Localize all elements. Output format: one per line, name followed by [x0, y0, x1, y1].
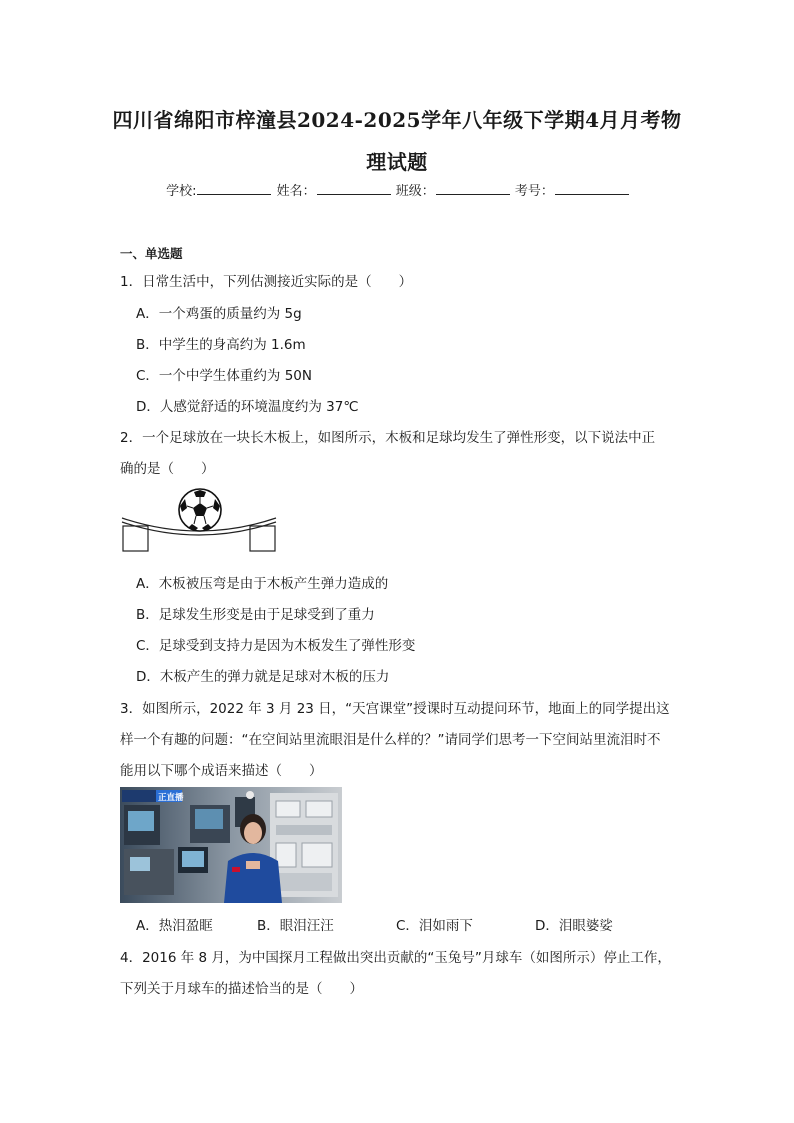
q3-stem-line2: 样一个有趣的问题：“在空间站里流眼泪是什么样的？”请同学们思考一下空间站里流泪时不: [120, 732, 661, 748]
q1-option-a: A．一个鸡蛋的质量约为 5g: [136, 306, 302, 322]
q2-stem-line2: 确的是（ ）: [120, 461, 215, 477]
class-label: 班级：: [395, 184, 435, 199]
q2-option-a: A．木板被压弯是由于木板产生弹力造成的: [136, 576, 389, 592]
exam-no-field[interactable]: [555, 182, 629, 195]
photo-live-badge: 正直播: [158, 793, 184, 803]
name-label: 姓名：: [276, 184, 316, 199]
q4-stem-line2: 下列关于月球车的描述恰当的是（ ）: [120, 981, 363, 997]
football-on-board-figure: [118, 486, 280, 556]
name-field[interactable]: [317, 182, 391, 195]
q3-option-d: D．泪眼婆娑: [535, 918, 613, 934]
q3-stem-line3: 能用以下哪个成语来描述（ ）: [120, 763, 323, 779]
q1-option-c: C．一个中学生体重约为 50N: [136, 368, 312, 384]
q3-option-b: B．眼泪汪汪: [257, 918, 334, 934]
q2-option-d: D．木板产生的弹力就是足球对木板的压力: [136, 669, 390, 685]
q3-option-a: A．热泪盈眶: [136, 918, 213, 934]
q2-stem-line1: 2．一个足球放在一块长木板上，如图所示，木板和足球均发生了弹性形变，以下说法中正: [120, 430, 656, 446]
school-field[interactable]: [197, 182, 271, 195]
q4-stem-line1: 4．2016 年 8 月，为中国探月工程做出突出贡献的“玉兔号”月球车（如图所示）停止工作，: [120, 950, 671, 966]
q1-option-d: D．人感觉舒适的环境温度约为 37℃: [136, 399, 359, 415]
class-field[interactable]: [436, 182, 510, 195]
exam-no-label: 考号：: [514, 184, 554, 199]
q1-option-b: B．中学生的身高约为 1.6m: [136, 337, 306, 353]
school-label: 学校:: [166, 184, 197, 199]
page-title-line2: 理试题: [366, 150, 428, 174]
student-info-row: [0, 180, 794, 199]
space-station-photo: [120, 787, 342, 903]
q3-stem-line1: 3．如图所示，2022 年 3 月 23 日，“天宫课堂”授课时互动提问环节，地面上的同学提出这: [120, 701, 670, 717]
page-title-line1: 四川省绵阳市梓潼县2024-2025学年八年级下学期4月月考物: [112, 108, 682, 132]
section-heading: 一、单选题: [120, 246, 183, 261]
q3-option-c: C．泪如雨下: [396, 918, 473, 934]
q1-stem: 1．日常生活中，下列估测接近实际的是（ ）: [120, 274, 413, 290]
q2-option-c: C．足球受到支持力是因为木板发生了弹性形变: [136, 638, 416, 654]
q2-option-b: B．足球发生形变是由于足球受到了重力: [136, 607, 375, 623]
